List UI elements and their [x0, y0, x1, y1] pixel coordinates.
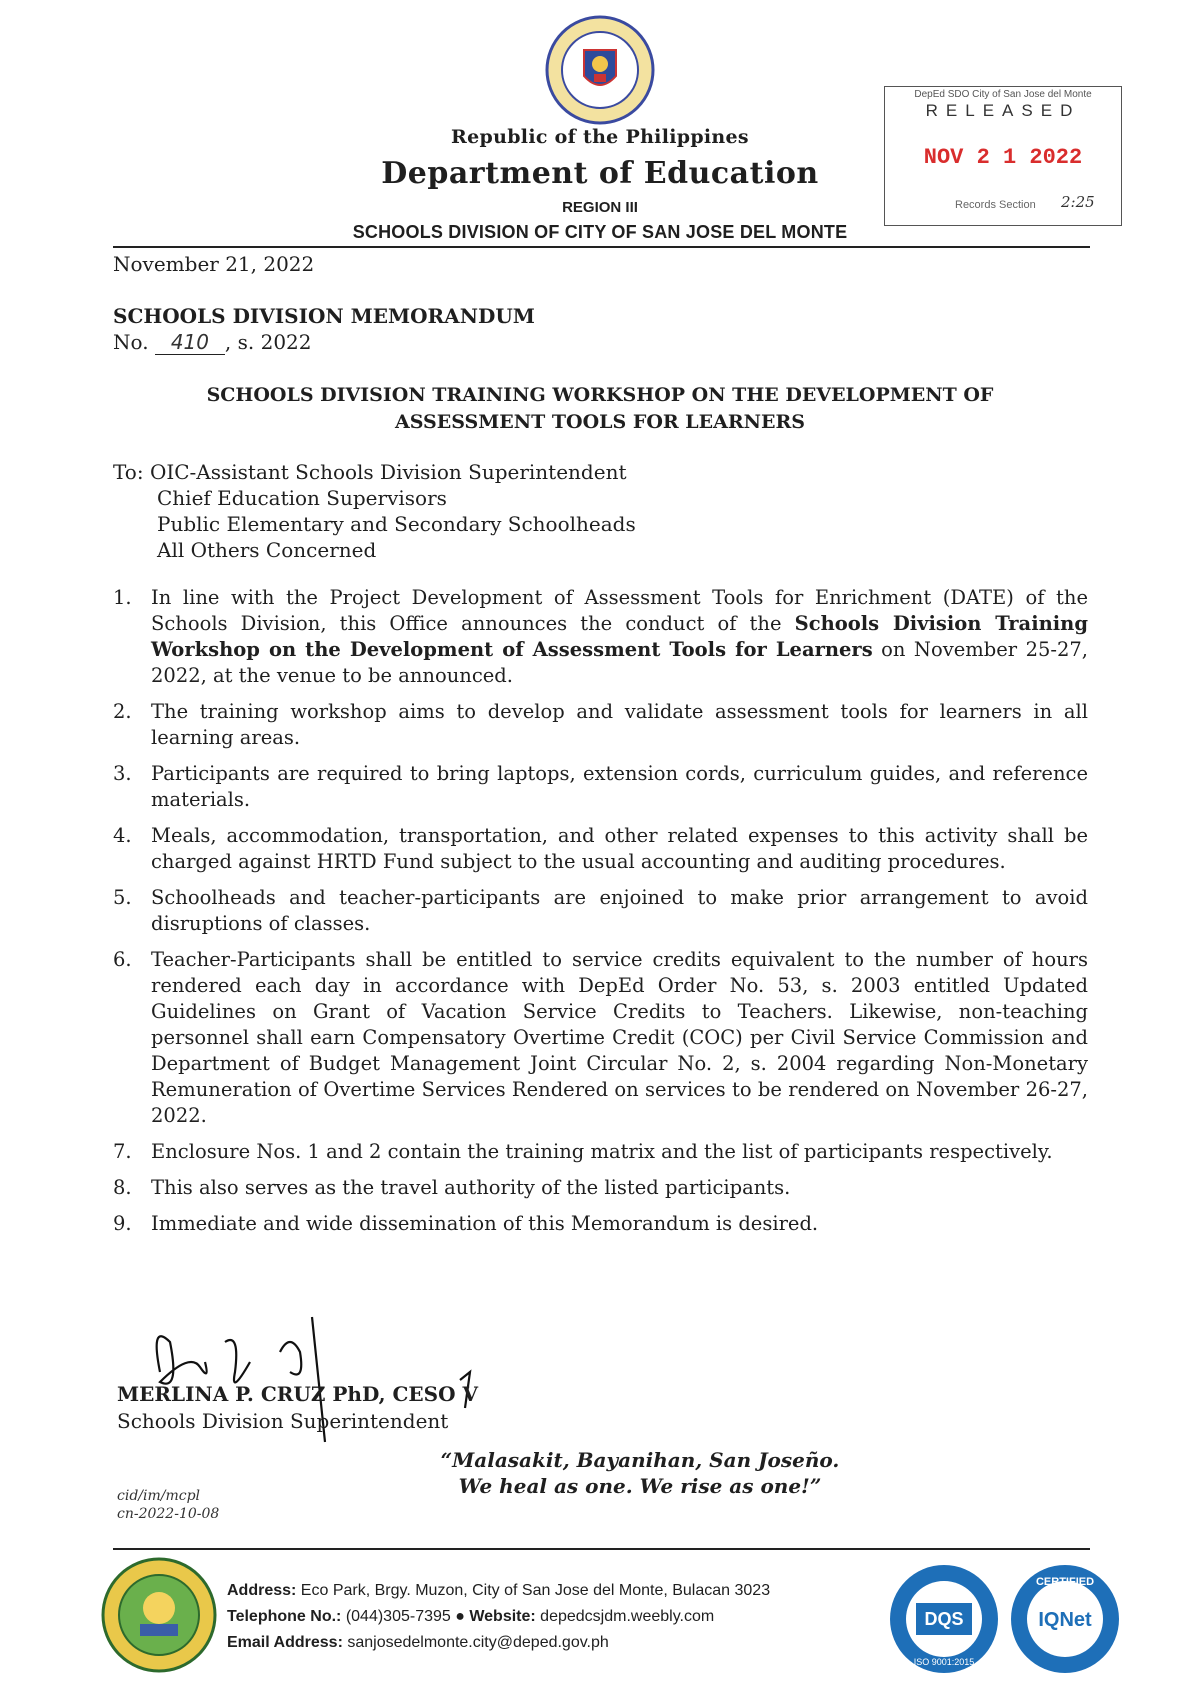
- stamp-status: RELEASED: [925, 101, 1081, 120]
- memo-item-number: 9.: [113, 1212, 132, 1235]
- recipient: OIC-Assistant Schools Division Superintendent: [149, 460, 627, 484]
- memo-item-text: Teacher-Participants shall be entitled to service credits equivalent to the number of hours rendered each day in accordance with DepEd Order No. 53, s. 2003 entitled Updated Guidelines on Grant of Vacation Service Credits to Teachers. Likewise, non-teaching personnel shall earn Compensatory Overtime Credit (COC) per Civil Service Commission and Department of Budget Management Joint Circular No. 2, s. 2004 regarding Non-Monetary Remuneration of Overtime Services Rendered on services to be rendered on November 26-27, 2022.: [151, 948, 1088, 1127]
- memo-item-text: Immediate and wide dissemination of this Memorandum is desired.: [151, 1212, 819, 1235]
- memo-number-value: 410: [155, 330, 225, 355]
- signatory-name: MERLINA P. CRUZ PhD, CESO V: [117, 1382, 479, 1406]
- memo-item-text: Enclosure Nos. 1 and 2 contain the training matrix and the list of participants respectively.: [151, 1140, 1053, 1163]
- memo-date: November 21, 2022: [113, 252, 315, 276]
- memo-item-text: on November 25-27, 2022, at the venue to be announced.: [151, 638, 1088, 687]
- iso-logo-icon: [888, 1563, 1000, 1675]
- region-heading: REGION III: [562, 199, 638, 216]
- memo-number-label: No.: [113, 330, 149, 354]
- footer-address: [227, 1578, 770, 1604]
- stamp-section: Records Section: [955, 199, 1036, 211]
- motto-line: We heal as one. We rise as one!”: [458, 1474, 822, 1498]
- recipient: All Others Concerned: [157, 538, 377, 562]
- motto-line: “Malasakit, Bayanihan, San Joseño.: [440, 1448, 840, 1472]
- memo-item: [113, 885, 1088, 937]
- memo-item-text: In line with the Project Development of Assessment Tools for Enrichment (DATE) of the Schools Division, this Office announces the conduct of the: [151, 586, 1088, 635]
- memo-item-number: 6.: [113, 948, 132, 971]
- memo-item-text: Schoolheads and teacher-participants are enjoined to make prior arrangement to avoid disruptions of classes.: [151, 886, 1088, 935]
- phone-value: (044)305-7395 ●: [341, 1608, 470, 1625]
- republic-heading: Republic of the Philippines: [451, 126, 749, 148]
- website-value: depedcsjdm.weebly.com: [535, 1608, 715, 1625]
- svg-text:DQS: DQS: [924, 1609, 964, 1629]
- signatory-position: Schools Division Superintendent: [117, 1409, 449, 1433]
- email-value: sanjosedelmonte.city@deped.gov.ph: [342, 1634, 609, 1651]
- iqnet-text: IQNet: [1038, 1609, 1092, 1631]
- division-heading: SCHOOLS DIVISION OF CITY OF SAN JOSE DEL MONTE: [352, 222, 848, 242]
- footer-contact: [227, 1578, 770, 1656]
- footer-email: [227, 1630, 770, 1656]
- memo-item-emphasis: Schools Division Training Workshop on the Development of Assessment Tools for Learners: [151, 612, 1088, 661]
- memo-item-text: The training workshop aims to develop and validate assessment tools for learners in all learning areas.: [151, 700, 1088, 749]
- email-label: Email Address:: [227, 1634, 343, 1651]
- memo-series: , s. 2022: [224, 330, 312, 354]
- memo-number: [113, 330, 312, 355]
- memo-item: [113, 823, 1088, 875]
- motto: [380, 1447, 900, 1499]
- memo-item: [113, 947, 1088, 1129]
- sdo-logo-icon: [100, 1556, 218, 1674]
- footer-divider: [113, 1548, 1090, 1550]
- memo-item: [113, 1175, 1088, 1201]
- recipient: Chief Education Supervisors: [157, 486, 447, 510]
- phone-label: Telephone No.:: [227, 1608, 342, 1625]
- memo-items-list: [113, 585, 1088, 1247]
- memo-item-text: Meals, accommodation, transportation, and other related expenses to this activity shall be charged against HRTD Fund subject to the usual accounting and auditing procedures.: [151, 824, 1088, 873]
- memo-item-number: 5.: [113, 886, 132, 909]
- footer-phone-web: [227, 1604, 770, 1630]
- department-heading: Department of Education: [381, 156, 819, 191]
- stamp-time: 2:25: [1061, 193, 1095, 211]
- memo-item-number: 8.: [113, 1176, 132, 1199]
- address-label: Address:: [227, 1582, 297, 1599]
- memo-title-line: ASSESSMENT TOOLS FOR LEARNERS: [394, 411, 806, 433]
- memo-item-number: 2.: [113, 700, 132, 723]
- recipient-line: [113, 459, 636, 485]
- recipient: Public Elementary and Secondary Schoolheads: [157, 512, 636, 536]
- memo-item: [113, 1139, 1088, 1165]
- recipients-block: [113, 459, 636, 563]
- memo-item-number: 1.: [113, 586, 132, 609]
- header-divider: [113, 246, 1090, 248]
- iqnet-certified: CERTIFIED: [1035, 1576, 1095, 1588]
- memo-title: [100, 382, 1100, 436]
- stamp-date: NOV 2 1 2022: [923, 145, 1083, 170]
- released-stamp: [884, 86, 1122, 226]
- reference-line: cid/im/mcpl: [117, 1488, 201, 1504]
- memo-item-number: 3.: [113, 762, 132, 785]
- address-value: Eco Park, Brgy. Muzon, City of San Jose del Monte, Bulacan 3023: [296, 1582, 771, 1599]
- memo-heading: SCHOOLS DIVISION MEMORANDUM: [113, 304, 535, 328]
- memo-item: [113, 1211, 1088, 1237]
- memo-item: [113, 585, 1088, 689]
- memo-item: [113, 699, 1088, 751]
- memo-item-number: 4.: [113, 824, 132, 847]
- website-label: Website:: [469, 1608, 536, 1625]
- reference-codes: [117, 1487, 219, 1523]
- reference-line: cn-2022-10-08: [117, 1506, 220, 1522]
- memo-item-text: Participants are required to bring laptops, extension cords, curriculum guides, and reference materials.: [151, 762, 1088, 811]
- memo-item-number: 7.: [113, 1140, 132, 1163]
- deped-seal-icon: [544, 14, 656, 126]
- iso-text: ISO 9001:2015: [913, 1657, 975, 1667]
- stamp-office: DepEd SDO City of San Jose del Monte: [914, 89, 1092, 100]
- memo-item: [113, 761, 1088, 813]
- to-label: To:: [113, 460, 144, 484]
- memo-title-line: SCHOOLS DIVISION TRAINING WORKSHOP ON THE DEVELOPMENT OF: [206, 384, 994, 406]
- memo-item-text: This also serves as the travel authority of the listed participants.: [151, 1176, 791, 1199]
- iqnet-logo-icon: [1009, 1563, 1121, 1675]
